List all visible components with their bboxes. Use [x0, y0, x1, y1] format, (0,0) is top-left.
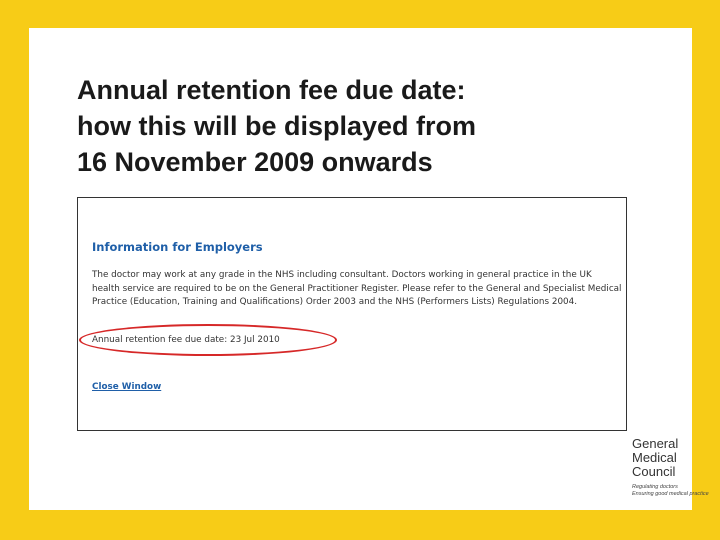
logo-name: [632, 437, 712, 479]
slide-title-line-3: 16 November 2009 onwards: [77, 147, 433, 177]
logo-tagline-line-2: Ensuring good medical practice: [632, 491, 709, 497]
logo-name-line-1: General: [632, 436, 679, 451]
slide-panel: [29, 28, 709, 510]
embedded-screenshot: [77, 197, 627, 431]
logo-tagline-line-1: Regulating doctors: [632, 484, 678, 490]
employers-body-text: The doctor may work at any grade in the NHS including consultant. Doctors working in general practice in the UK health service are required to be on the General Practitioner Register. Please refer to the General and Specialist Medical Practice (Education, Training and Qualifications) Order 2003 and the NHS (Performers Lists) Regulations 2004.: [92, 270, 622, 307]
employers-heading: Information for Employers: [92, 240, 263, 254]
slide-title: [77, 72, 637, 180]
slide-title-line-1: Annual retention fee due date:: [77, 75, 466, 105]
highlight-ellipse: [79, 324, 337, 356]
logo-name-line-2: Medical: [632, 450, 677, 465]
slide-title-line-2: how this will be displayed from: [77, 111, 477, 141]
logo-tagline: [632, 484, 712, 498]
logo-name-line-3: Council: [632, 464, 676, 479]
close-window-link[interactable]: Close Window: [92, 382, 162, 392]
retention-fee-due-date: Annual retention fee due date: 23 Jul 2010: [92, 335, 280, 345]
gmc-logo: [632, 437, 712, 498]
